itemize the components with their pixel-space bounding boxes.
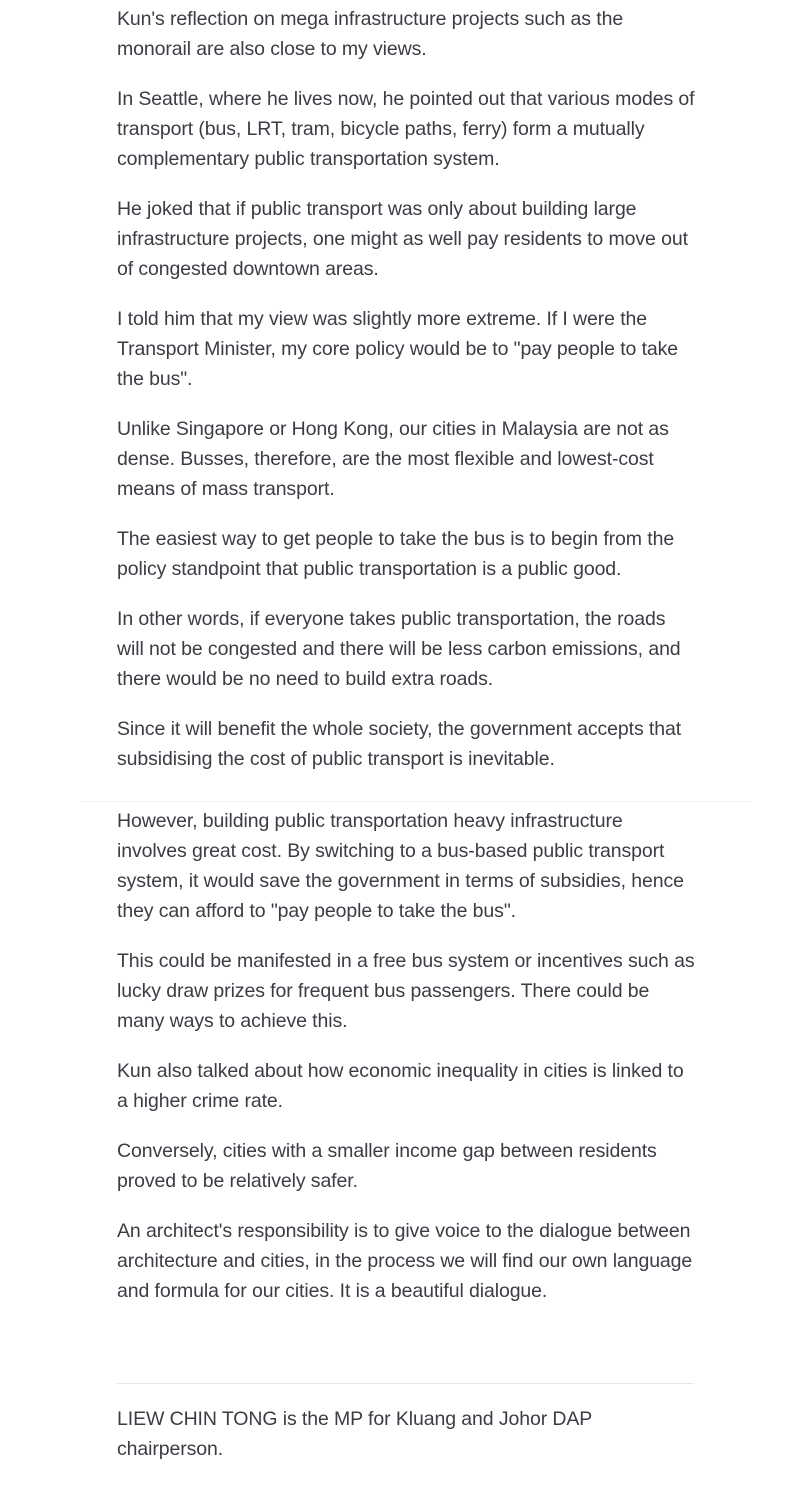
article-paragraph: In Seattle, where he lives now, he pointed out that various modes of transport (bus, LRT, tram, bicycle paths, ferry) form a mutually complementary public transportation system. — [117, 88, 695, 170]
article-paragraph: In other words, if everyone takes public transportation, the roads will not be congested and there will be less carbon emissions, and there would be no need to build extra roads. — [117, 608, 681, 690]
article-body — [117, 4, 697, 1326]
article-paragraph: I told him that my view was slightly more extreme. If I were the Transport Minister, my core policy would be to "pay people to take the bus". — [117, 308, 679, 390]
section-spacer — [117, 794, 697, 806]
article-paragraph: An architect's responsibility is to give voice to the dialogue between architecture and cities, in the process we will find our own language and formula for our cities. It is a beautiful dialogue. — [117, 1220, 693, 1302]
section-divider — [80, 801, 752, 802]
article-paragraph: The easiest way to get people to take the bus is to begin from the policy standpoint that public transportation is a public good. — [117, 528, 675, 580]
author-bio: LIEW CHIN TONG is the MP for Kluang and Johor DAP chairperson. — [117, 1408, 592, 1460]
article-paragraph: Conversely, cities with a smaller income gap between residents proved to be relatively safer. — [117, 1140, 657, 1192]
article-paragraph: Kun also talked about how economic inequality in cities is linked to a higher crime rate. — [117, 1060, 684, 1112]
article-paragraph: Since it will benefit the whole society, the government accepts that subsidising the cost of public transport is inevitable. — [117, 718, 682, 770]
article-paragraph: However, building public transportation heavy infrastructure involves great cost. By switching to a bus-based public transport system, it would save the government in terms of subsidies, hence they can afford to "pay people to take the bus". — [117, 810, 684, 922]
article-paragraph: Unlike Singapore or Hong Kong, our cities in Malaysia are not as dense. Busses, therefore, are the most flexible and lowest-cost means of mass transport. — [117, 418, 669, 500]
article-paragraph: He joked that if public transport was only about building large infrastructure projects, one might as well pay residents to move out of congested downtown areas. — [117, 198, 688, 280]
article-paragraph: Kun's reflection on mega infrastructure projects such as the monorail are also close to my views. — [117, 8, 624, 60]
footer-divider — [117, 1383, 693, 1384]
article-paragraph: This could be manifested in a free bus system or incentives such as lucky draw prizes for frequent bus passengers. There could be many ways to achieve this. — [117, 950, 695, 1032]
